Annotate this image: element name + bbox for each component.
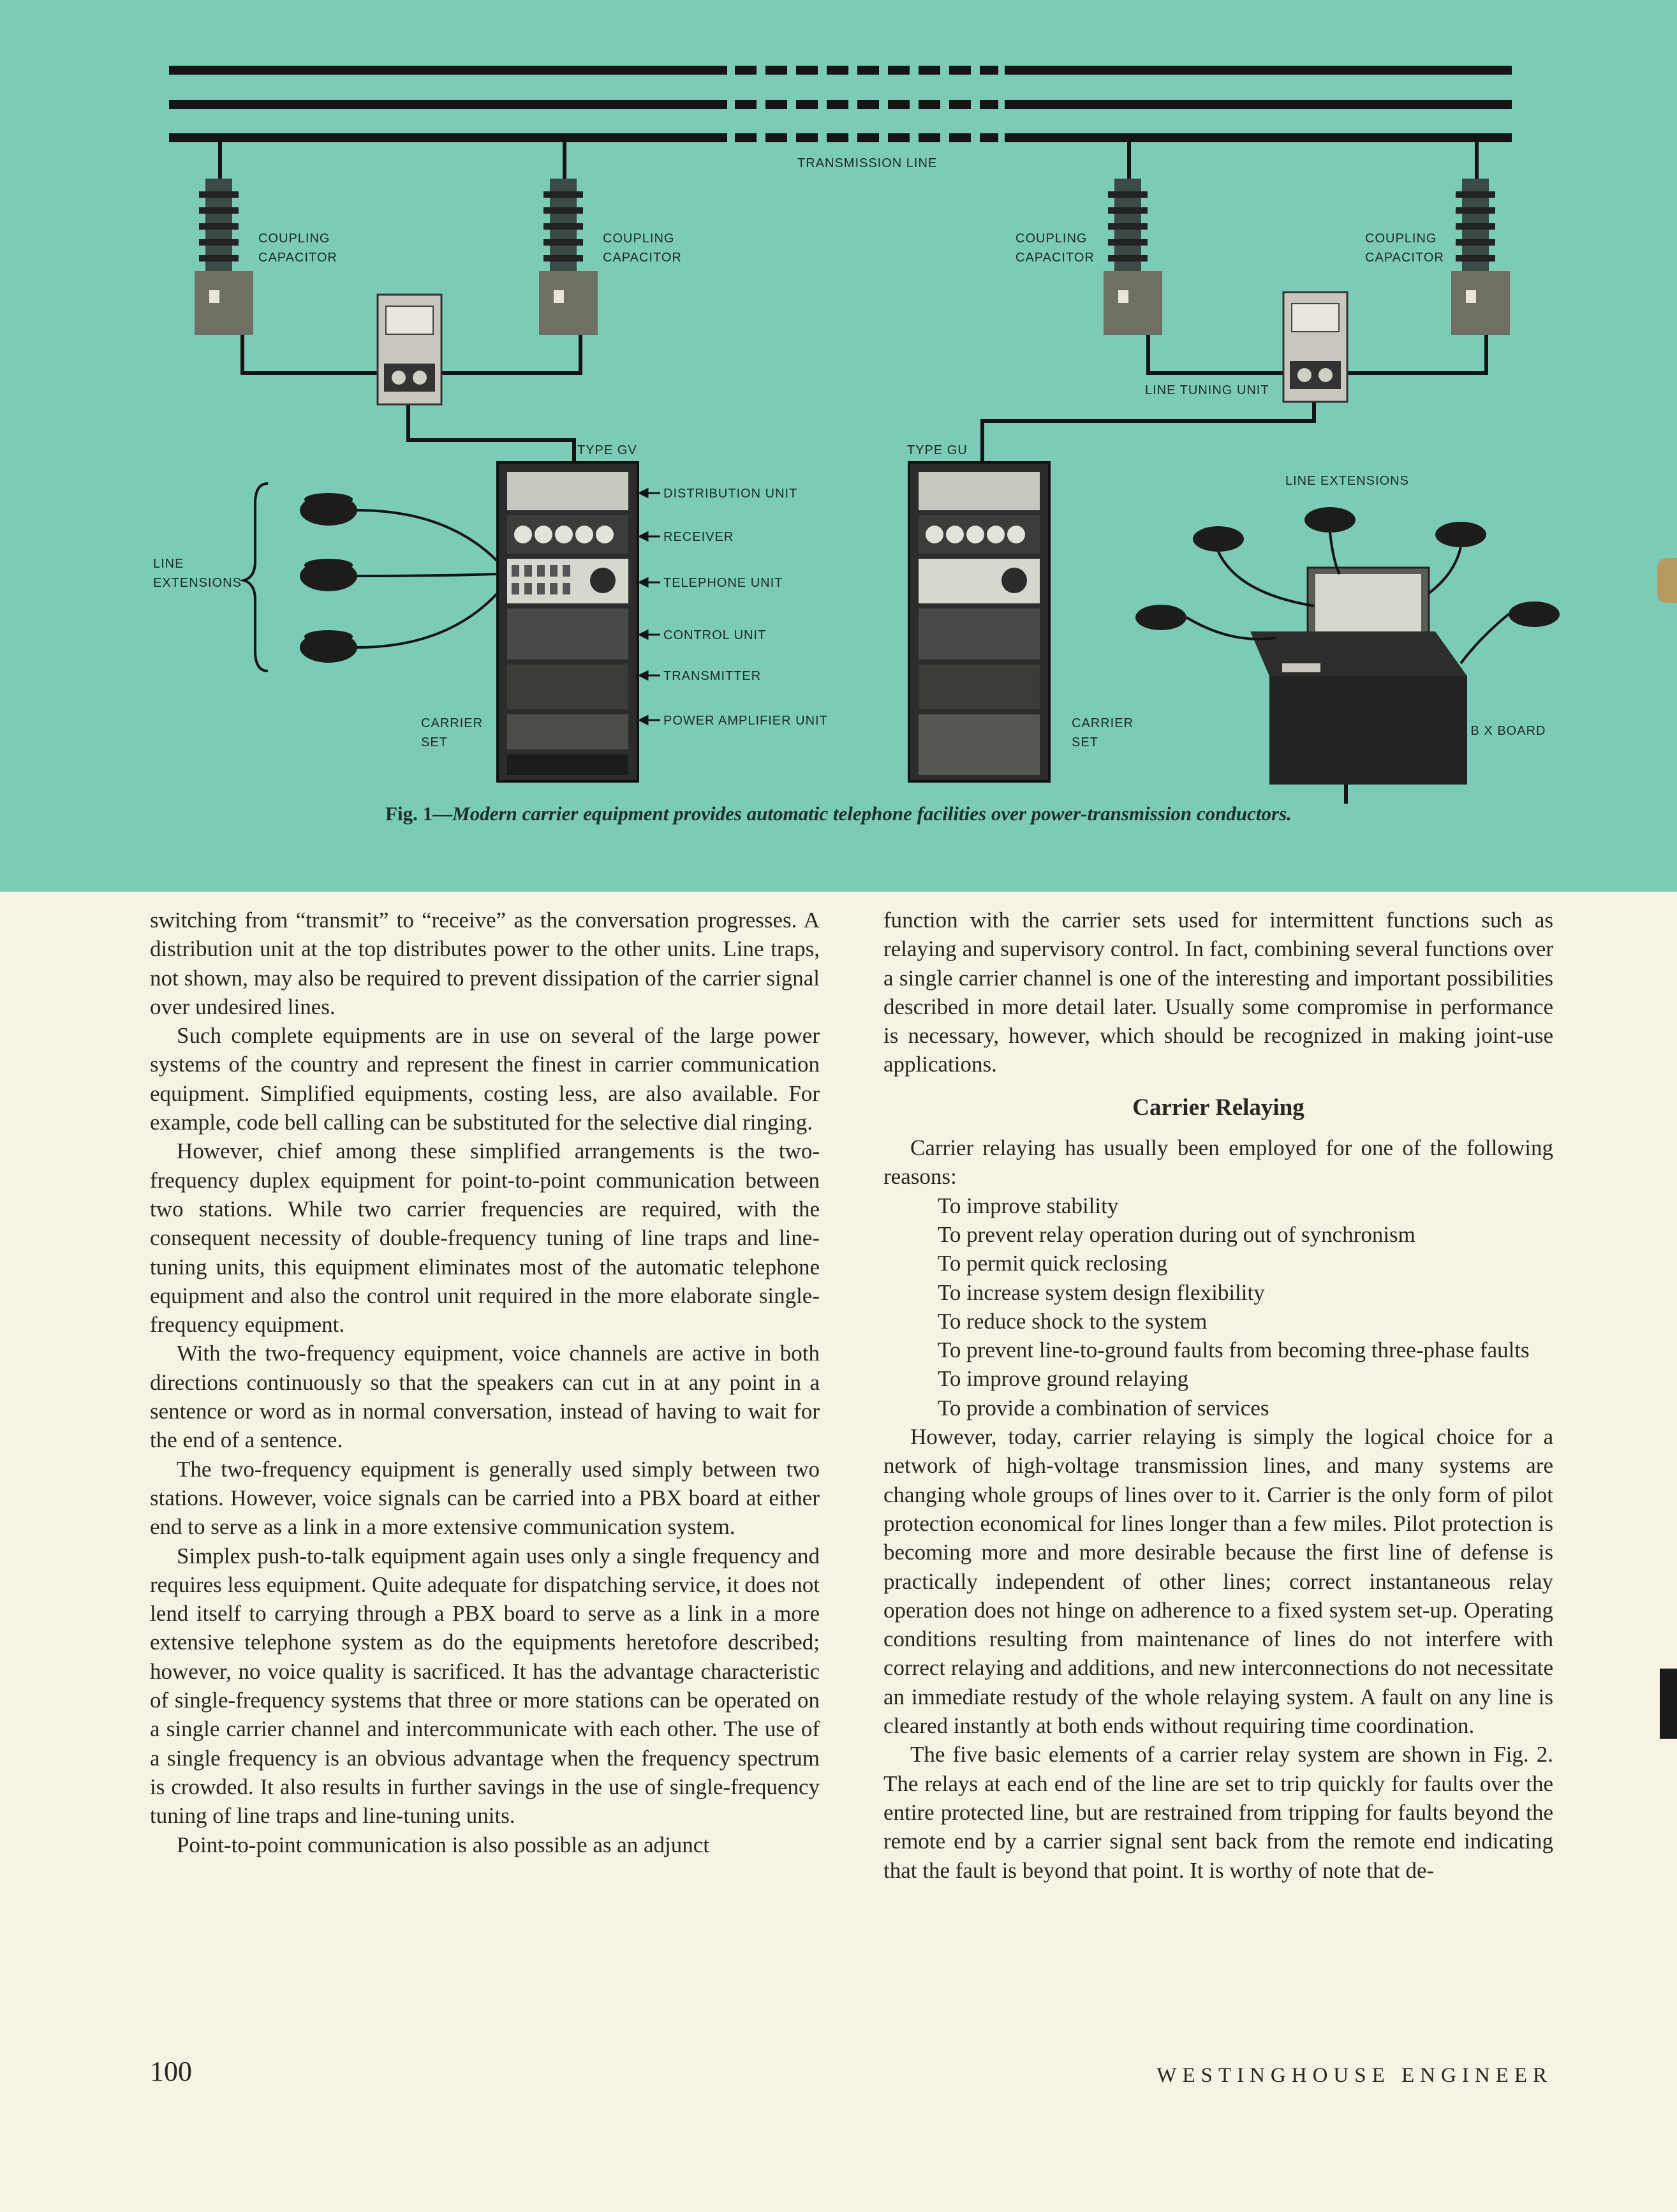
extensions-label: EXTENSIONS (153, 576, 242, 590)
transmitter-label: TRANSMITTER (663, 669, 762, 683)
coupling-label-2a: COUPLING (603, 232, 675, 246)
coupling-label-4a: COUPLING (1365, 232, 1437, 246)
left-paragraph-2: Such complete equipments are in use on several of the large power systems of the country and represent the finest in carrier communication equipment. Simplified equipments, costing less, are also available. For example, code bell calling can be substituted for the selective dial ringing. (150, 1023, 820, 1135)
page-edge-mark (1657, 558, 1677, 603)
distribution-unit-label: DISTRIBUTION UNIT (663, 487, 798, 501)
publication-name: WESTINGHOUSE ENGINEER (1156, 2064, 1553, 2087)
control-unit-label: CONTROL UNIT (663, 628, 767, 642)
pbx-board-label: P B X BOARD (1458, 724, 1546, 738)
line-tuning-unit-label: LINE TUNING UNIT (1145, 383, 1269, 397)
carrier-label-2: CARRIER (1072, 716, 1134, 730)
reason-item: To prevent relay operation during out of synchronism (938, 1221, 1415, 1247)
reason-item: To improve stability (938, 1193, 1119, 1218)
figure-panel (0, 0, 1677, 892)
coupling-capacitor-1 (195, 179, 253, 335)
coupling-label-4b: CAPACITOR (1365, 251, 1444, 265)
coupling-label-1a: COUPLING (258, 232, 330, 246)
power-amplifier-unit-label: POWER AMPLIFIER UNIT (663, 714, 828, 728)
page-number: 100 (150, 2056, 192, 2087)
reason-item: To prevent line-to-ground faults from becoming three-phase faults (938, 1338, 1530, 1363)
pbx-board (1250, 568, 1467, 785)
line-tuning-unit-1 (378, 295, 441, 404)
coupling-capacitor-4 (1451, 179, 1510, 335)
left-paragraph-7: Point-to-point communication is also possible as an adjunct (177, 1832, 710, 1857)
set-label-2: SET (1072, 735, 1098, 749)
extensions-brace (244, 483, 268, 671)
coupling-capacitor-2 (539, 179, 598, 335)
reason-item: To permit quick reclosing (938, 1251, 1168, 1276)
right-paragraph-2: The five basic elements of a carrier relay system are shown in Fig. 2. The relays at each end of the line are set to trip quickly for faults over the entire protected line, but are restrained from tripping for faults beyond the remote end by a carrier signal sent back from the remote end indicating that the fault is beyond that point. It is worthy of note that de- (883, 1742, 1553, 1883)
callout-arrows (640, 489, 660, 724)
reason-item: To provide a combination of services (938, 1395, 1269, 1420)
coupling-label-2b: CAPACITOR (603, 251, 682, 265)
left-paragraph-3: However, chief among these simplified arrangements is the two-frequency duplex equipment for point-to-point communication between two stations. While two carrier frequencies are required, with the consequent necessity of double-frequency tuning of line traps and line-tuning units, this equipment eliminates most of the automatic telephone equipment and also the control unit required in the more elaborate single-frequency equipment. (150, 1139, 820, 1338)
receiver-label: RECEIVER (663, 530, 734, 544)
caption-prefix: Fig. 1— (385, 802, 453, 825)
carrier-set-type-gv (498, 462, 638, 781)
figure-caption (0, 802, 1677, 825)
line-label: LINE (153, 557, 184, 571)
coupling-label-1b: CAPACITOR (258, 251, 337, 265)
reasons-lead: Carrier relaying has usually been employed for one of the following reasons: (883, 1135, 1553, 1190)
left-paragraph-4: With the two-frequency equipment, voice channels are active in both directions continuously so that the speakers can cut in at any point in a sentence or word as in normal conversation, instead of having to wait for the end of a sentence. (150, 1341, 820, 1453)
transmission-line-label: TRANSMISSION LINE (797, 156, 938, 170)
type-gu-label: TYPE GU (907, 443, 968, 457)
reasons-list (883, 1191, 1553, 1422)
left-telephones (300, 493, 357, 663)
right-column (883, 906, 1553, 1885)
right-intro-paragraph: function with the carrier sets used for intermittent functions such as relaying and supervisory control. In fact, combining several functions over a single carrier channel is one of the interesting and important possibilities described in more detail later. Usually some compromise in performance is necessary, however, which should be recognized in making joint-use applications. (883, 908, 1553, 1077)
section-heading: Carrier Relaying (1132, 1094, 1304, 1121)
caption-text: Modern carrier equipment provides automatic telephone facilities over power-transmission conductors. (452, 802, 1292, 825)
transmission-line-conductors (169, 70, 1512, 138)
left-column (150, 906, 820, 1859)
coupling-label-3b: CAPACITOR (1016, 251, 1095, 265)
left-paragraph-1: switching from “transmit” to “receive” as the conversation progresses. A distribution unit at the top distributes power to the other units. Line traps, not shown, may also be required to prevent dissipation of the carrier signal over undesired lines. (150, 908, 820, 1019)
carrier-label-1: CARRIER (421, 716, 484, 730)
set-label-1: SET (421, 735, 448, 749)
telephone-unit-label: TELEPHONE UNIT (663, 576, 783, 590)
coupling-label-3a: COUPLING (1016, 232, 1088, 246)
left-paragraph-6: Simplex push-to-talk equipment again uses only a single frequency and requires less equipment. Quite adequate for dispatching service, it does not lend itself to carrying through a PBX board to serve as a link in a more extensive telephone system as do the equipments heretofore described; however, no voice quality is sacrificed. It has the advantage characteristic of single-frequency systems that three or more stations can be operated on a single carrier channel and intercommunicate with each other. The use of a single frequency is an obvious advantage when the frequency spectrum is crowded. It also results in further savings in the use of single-frequency tuning of line traps and line-tuning units. (150, 1543, 820, 1829)
line-tuning-unit-2 (1283, 292, 1347, 402)
reason-item: To increase system design flexibility (938, 1279, 1265, 1305)
thumb-tab (1660, 1669, 1677, 1739)
left-paragraph-5: The two-frequency equipment is generally used simply between two stations. However, voice signals can be carried into a PBX board at either end to serve as a link in a more extensive communication system. (150, 1456, 820, 1540)
reason-item: To reduce shock to the system (938, 1308, 1208, 1334)
reason-item: To improve ground relaying (938, 1366, 1189, 1392)
right-paragraph-1: However, today, carrier relaying is simply the logical choice for a network of high-voltage transmission lines, and many systems are changing whole groups of lines over to it. Carrier is the only form of pilot protection economical for lines longer than a few miles. Pilot protection is becoming more and more desirable because the first line of defense is practically independent of other lines; correct instantaneous relay operation does not hinge on adherence to a fixed system set-up. Operating conditions resulting from maintenance of lines do not interfere with correct relaying and additions, and new interconnections do not necessitate an immediate restudy of the whole relaying system. A fault on any line is cleared instantly at both ends without requiring time coordination. (883, 1424, 1553, 1739)
coupling-capacitor-3 (1104, 179, 1162, 335)
type-gv-label: TYPE GV (577, 443, 637, 457)
line-extensions-label: LINE EXTENSIONS (1285, 474, 1409, 488)
carrier-set-type-gu (909, 462, 1049, 781)
carrier-equipment-diagram (0, 0, 1677, 892)
